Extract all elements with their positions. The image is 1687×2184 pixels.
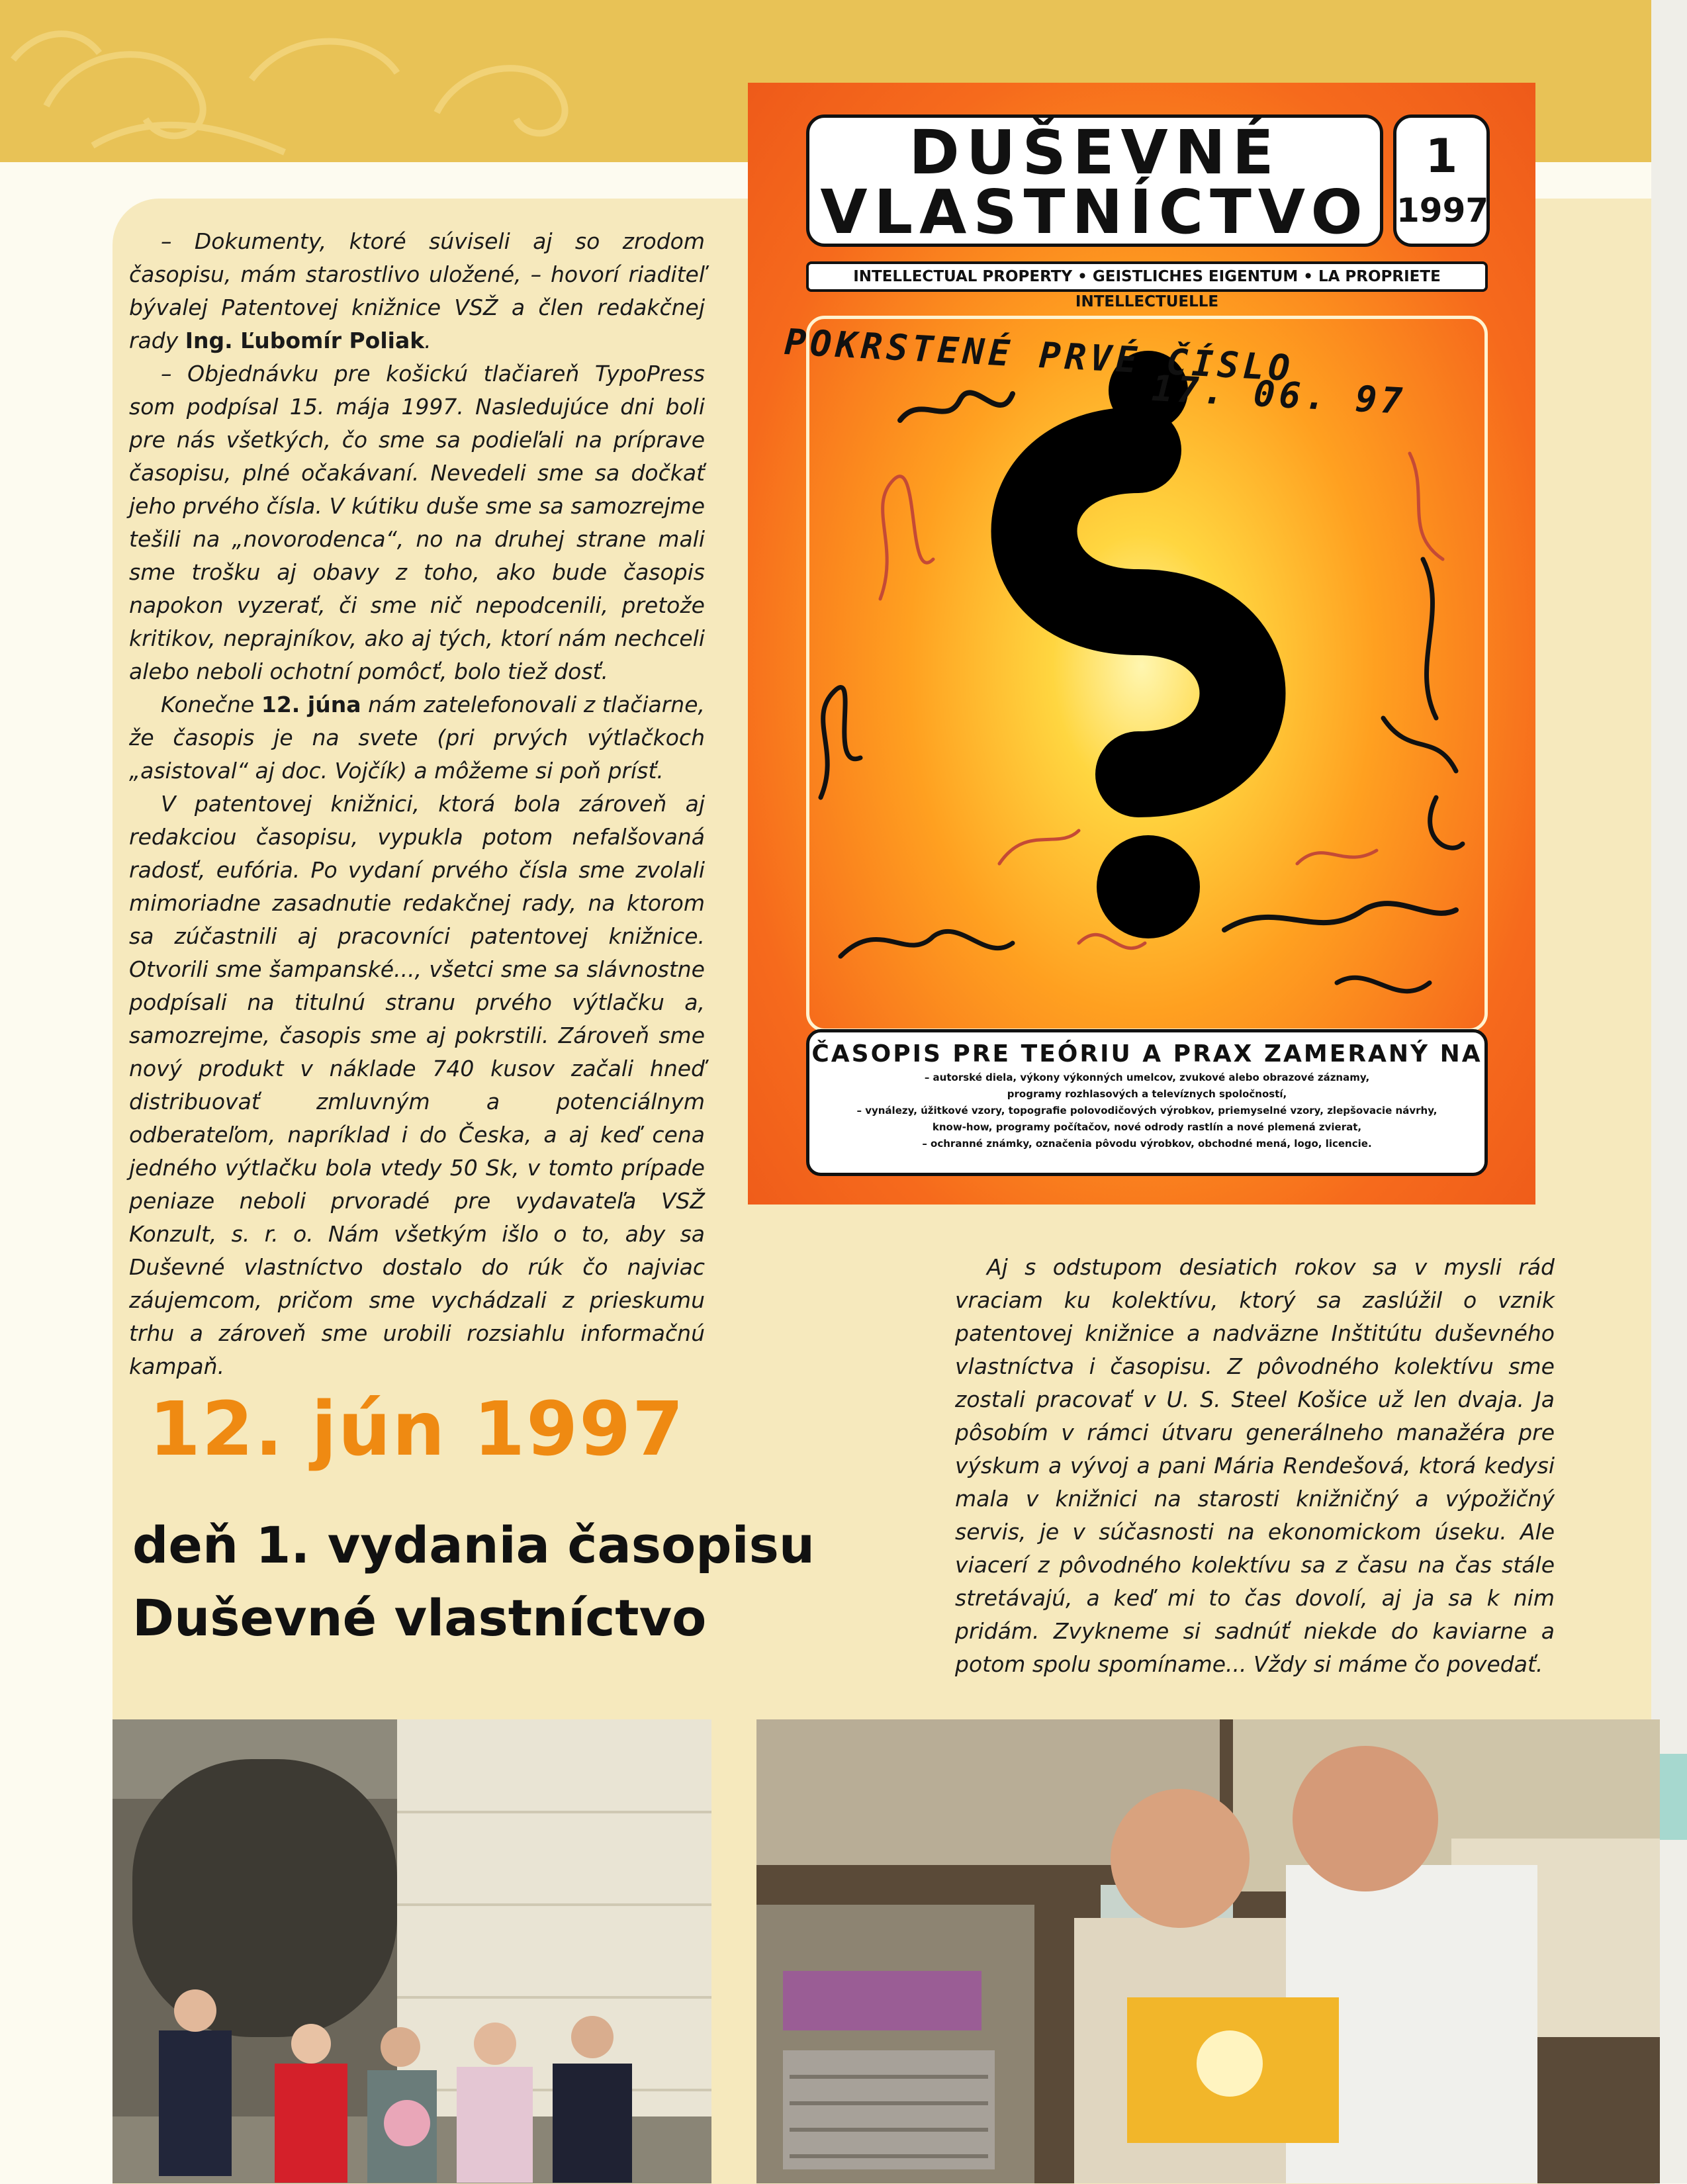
cover-footer-box [806,1029,1488,1176]
headline-subtitle-line-1: deň 1. vydania časopisu [132,1516,815,1574]
paragraph-3 [129,688,705,788]
photo-group-in-front-of-building [113,1719,711,2183]
photo-men-at-printing-press [756,1719,1660,2183]
issue-year: 1997 [1396,191,1489,230]
person-name: Ing. Ľubomír Poliak [185,328,425,353]
cover-footer-line: – ochranné známky, označenia pôvodu výrobkov, obchodné mená, logo, licencie. [922,1138,1372,1150]
paragraph-1-text: – Dokumenty, ktoré súviseli aj so zrodom časopisu, mám starostlivo uložené, – hovorí riaditeľ bývalej Patentovej knižnice VSŽ a člen redakčnej rady [129,228,705,353]
headline-subtitle-line-2: Duševné vlastníctvo [132,1588,707,1647]
masthead-line-2: VLASTNÍCTVO [820,177,1369,248]
issue-number: 1 [1425,129,1458,183]
printing-press-photo-illustration [756,1719,1660,2183]
cover-footer-title: ČASOPIS PRE TEÓRIU A PRAX ZAMERANÝ NA [811,1040,1482,1068]
magazine-cover-image [748,83,1535,1205]
highlight-date: 12. júna [261,692,361,717]
cover-footer-line: – vynálezy, úžitkové vzory, topografie polovodičových výrobkov, priemyselné vzory, zlepšovacie návrhy, [856,1105,1437,1116]
cover-tagline: INTELLECTUAL PROPERTY • GEISTLICHES EIGENTUM • LA PROPRIETE INTELLECTUELLE [806,261,1488,292]
masthead-line-1: DUŠEVNÉ [909,117,1281,188]
cover-footer-line: know-how, programy počítačov, nové odrody rastlín a nové plemená zvierat, [932,1121,1362,1133]
paragraph-5: Aj s odstupom desiatich rokov sa v mysli rád vraciam ku kolektívu, ktorý sa zaslúžil o vznik patentovej knižnice a nadväzne Inštitútu duševného vlastníctva i časopisu. Z pôvodného kolektívu sme zostali pracovať v U. S. Steel Košice už len dvaja. Ja pôsobím v rámci útvaru generálneho manažéra pre výskum a vývoj a pani Mária Rendešová, ktorá kedysi mala v knižnici na starosti knižničný a výpožičný servis, je v súčasnosti na ekonomickom úseku. Ale viacerí z pôvodného kolektívu sa z času na čas stále stretávajú, a keď mi to čas dovolí, aj ja sa k nim pridám. Zvykneme si sadnúť niekde do kaviarne a potom spolu spomíname... Vždy si máme čo povedať. [955,1254,1555,1677]
paragraph-1 [129,225,705,357]
headline-subtitle [132,1509,815,1655]
cover-footer-line: – autorské diela, výkony výkonných umelcov, zvukové alebo obrazové záznamy, [924,1071,1370,1083]
group-photo-illustration [113,1719,711,2183]
cover-inscription-date: 17. 06. 97 [1150,367,1408,423]
paragraph-3-start: Konečne [161,692,261,717]
article-column-right [955,1251,1555,1681]
paragraph-4: V patentovej knižnici, ktorá bola zároveň aj redakciou časopisu, vypukla potom nefalšovaná radosť, eufória. Po vydaní prvého čísla sme zvolali mimoriadne zasadnutie redakčnej rady, na ktorom sa zúčastnili aj pracovníci patentovej knižnice. Otvorili sme šampanské..., všetci sme sa slávnostne podpísali na titulnú stranu prvého výtlačku a, samozrejme, časopis sme aj pokrstili. Zároveň sme nový produkt v náklade 740 kusov začali hneď distribuovať zmluvným a potenciálnym odberateľom, napríklad i do Česka, a aj keď cena jedného výtlačku bola vtedy 50 Sk, v tomto prípade peniaze neboli prvoradé pre vydavateľa VSŽ Konzult, s. r. o. Nám všetkým išlo o to, aby sa Duševné vlastníctvo dostalo do rúk čo najviac záujemcom, pričom sme vychádzali z prieskumu trhu a zároveň sme urobili rozsiahlu informačnú kampaň. [129,791,705,1379]
paragraph-3-end: nám zatelefonovali z tlačiarne, že časopis je na svete (pri prvých výtlačkoch „asistoval“ aj doc. Vojčík) a môžeme si poň prísť. [129,692,705,784]
paragraph-1-end: . [424,328,432,353]
cover-inscription-christened: POKRSTENÉ PRVÉ ČÍSLO [783,320,1295,390]
paragraph-2: – Objednávku pre košickú tlačiareň TypoPress som podpísal 15. mája 1997. Nasledujúce dni boli pre nás všetkých, čo sme sa podieľali na príprave časopisu, plné očakávaní. Nevedeli sme sa dočkať jeho prvého čísla. V kútiku duše sme sa samozrejme tešili na „novorodenca“, no na druhej strane mali sme trošku aj obavy z toho, ako bude časopis napokon vyzerať, či sme nič nepodcenili, pretože kritikov, neprajníkov, ako aj tých, ktorí nám nechceli alebo neboli ochotní pomôcť, bolo tiež dosť. [129,361,705,684]
article-column-left [129,225,705,1383]
headline-date: 12. jún 1997 [149,1387,685,1473]
cover-footer-line: programy rozhlasových a televíznych spoločností, [1007,1088,1287,1100]
page-tab-marker [1657,1754,1687,1840]
